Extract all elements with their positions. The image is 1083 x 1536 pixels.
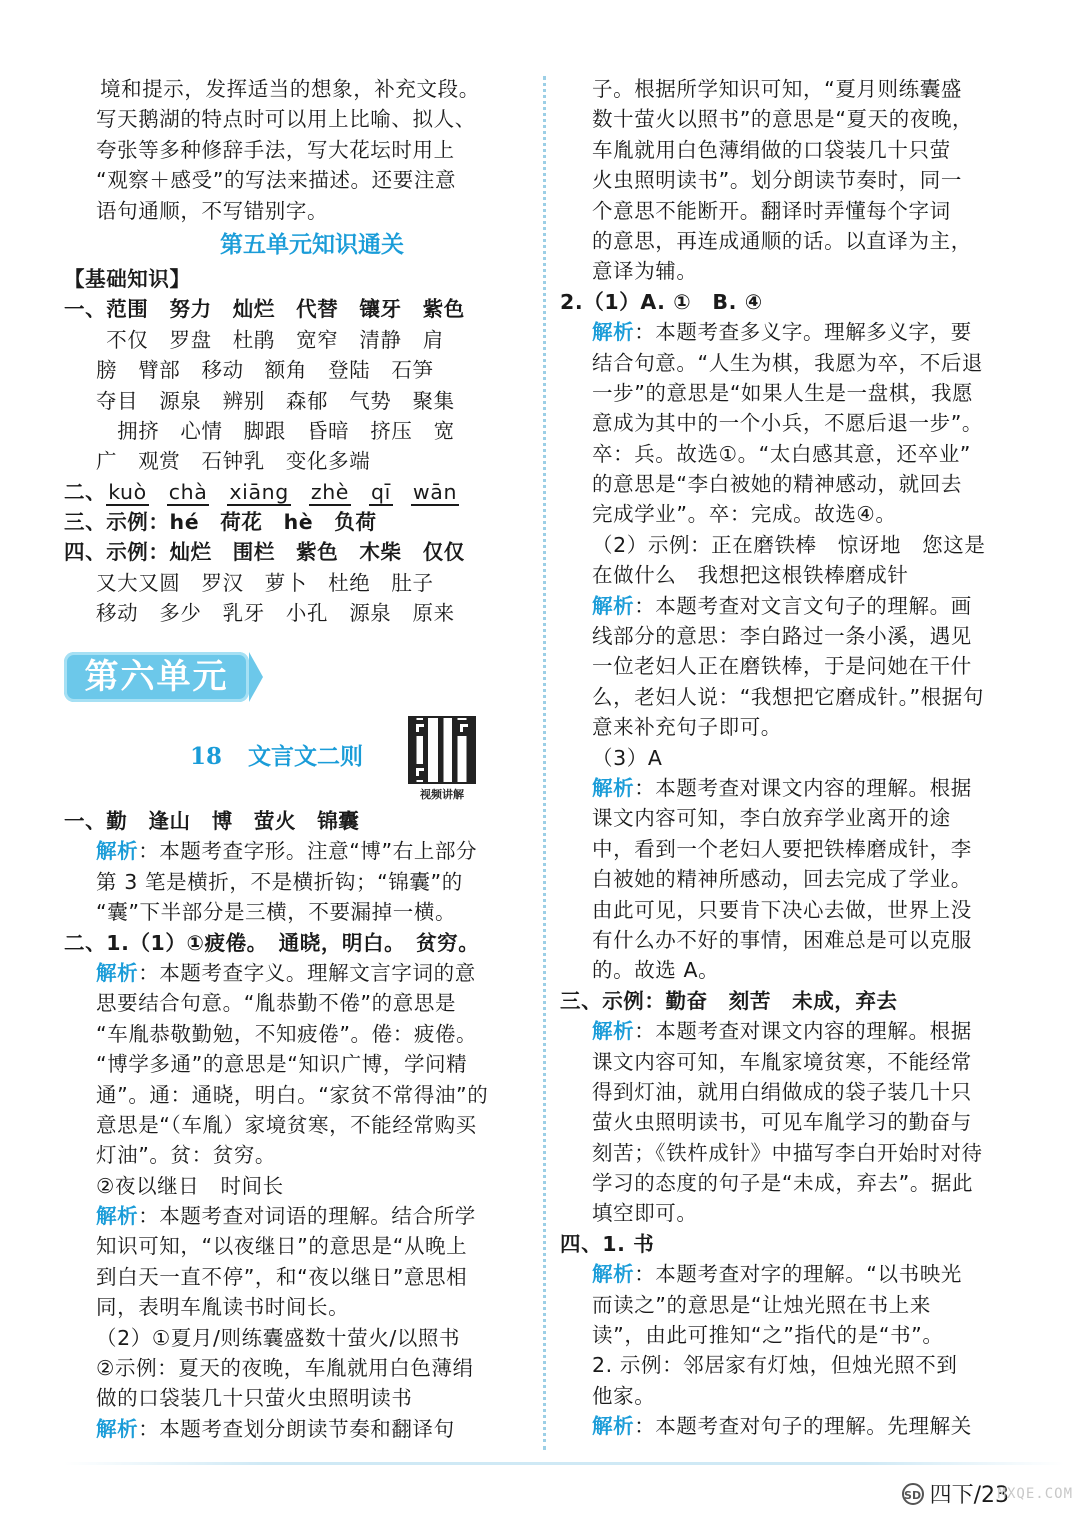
pinyin-label: 二、 xyxy=(64,479,107,504)
text-line xyxy=(560,256,1012,286)
text-line: 夺目 源泉 辨别 森郁 气势 聚集 xyxy=(96,388,455,413)
analysis-line xyxy=(64,1201,528,1231)
edition-badge-icon: SD xyxy=(902,1483,924,1505)
text-line xyxy=(64,1231,528,1261)
line-text: 一、勤 逢山 博 萤火 锦囊 xyxy=(64,809,360,833)
line-text: 中，看到一个老妇人要把铁棒磨成针，李 xyxy=(592,836,972,861)
line-text: ：本题考查多义字。理解多义字，要 xyxy=(634,320,972,345)
text-line xyxy=(64,988,528,1018)
line-text: 的。故选 A。 xyxy=(592,958,720,983)
line-text: 通”。通：通晓，明白。“家贫不常得油”的 xyxy=(96,1082,489,1107)
text-line xyxy=(64,1262,528,1292)
text-line xyxy=(560,803,1012,833)
lesson-name: 文言文二则 xyxy=(248,744,364,770)
text-line xyxy=(64,1110,528,1140)
line-text: 意成为其中的一个小兵，不愿后退一步”。 xyxy=(592,411,984,436)
text-line xyxy=(560,712,1012,742)
review-section-title: 第五单元知识通关 xyxy=(220,231,404,258)
line-text: 2.（1）A. ① B. ④ xyxy=(560,289,763,314)
text-line xyxy=(64,1019,528,1049)
text-line xyxy=(560,1198,1012,1228)
pinyin-item: xiāng xyxy=(229,479,289,504)
qr-finder xyxy=(412,720,428,736)
text-line xyxy=(560,651,1012,681)
analysis-tag: 解析 xyxy=(592,1262,635,1287)
text-line xyxy=(64,867,528,897)
analysis-tag: 解析 xyxy=(96,960,139,985)
line-text: ：本题考查对句子的理解。先理解关 xyxy=(634,1414,972,1439)
text-line xyxy=(560,408,1012,438)
left-answers xyxy=(64,806,528,1444)
text-line: 又大又圆 罗汉 萝卜 杜绝 肚子 xyxy=(96,570,434,595)
analysis-line xyxy=(64,958,528,988)
text-line: 拥挤 心情 脚跟 昏暗 挤压 宽 xyxy=(96,418,455,443)
text-line xyxy=(64,1292,528,1322)
text-line: 境和提示，发挥适当的想象，补充文段。 xyxy=(100,77,480,101)
line-text: ：本题考查字形。注意“博”右上部分 xyxy=(138,839,478,864)
text-line xyxy=(64,1353,528,1383)
text-line: 膀 臂部 移动 额角 登陆 石笋 xyxy=(96,358,434,383)
pinyin-row xyxy=(64,477,528,507)
line-text: “囊”下半部分是三横，不要漏掉一横。 xyxy=(96,900,457,925)
analysis-line xyxy=(64,836,528,866)
text-line: 一、范围 努力 灿烂 代替 镶牙 紫色 xyxy=(64,297,465,322)
text-line xyxy=(560,74,1012,104)
line-text: 意思是“（车胤）家境贫寒，不能经常购买 xyxy=(96,1112,477,1137)
line-text: “车胤恭敬勤勉，不知疲倦”。倦：疲倦。 xyxy=(96,1021,478,1046)
line-text: 他家。 xyxy=(592,1383,656,1408)
text-line xyxy=(560,196,1012,226)
line-text: 到白天一直不停”，和“夜以继日”意思相 xyxy=(96,1264,468,1289)
text-line xyxy=(560,864,1012,894)
text-line xyxy=(560,104,1012,134)
line-text: ：本题考查对课文内容的理解。根据 xyxy=(634,775,972,800)
line-text: 得到灯油，就用白绢做成的袋子装几十只 xyxy=(592,1079,972,1104)
line-text: ②示例：夏天的夜晚，车胤就用白色薄绢 xyxy=(96,1356,474,1381)
pinyin-item: chà xyxy=(168,479,208,504)
lesson-title xyxy=(190,740,363,774)
text-line: 语句通顺，不写错别字。 xyxy=(96,198,329,223)
line-text: （2）示例：正在磨铁棒 惊讶地 您这是 xyxy=(592,532,986,557)
analysis-line xyxy=(560,1411,1012,1441)
analysis-line xyxy=(560,1259,1012,1289)
text-line xyxy=(64,928,528,958)
text-line xyxy=(560,165,1012,195)
text-line xyxy=(64,1140,528,1170)
text-line xyxy=(560,1320,1012,1350)
text-line xyxy=(64,806,528,836)
analysis-tag: 解析 xyxy=(96,839,139,864)
watermark: MXQE.COM xyxy=(997,1486,1073,1502)
line-text: 在做什么 我想把这根铁棒磨成针 xyxy=(592,563,909,588)
line-text: ②夜以继日 时间长 xyxy=(96,1173,284,1198)
line-text: ：本题考查对文言文句子的理解。画 xyxy=(634,593,972,618)
line-text: 萤火虫照明读书，可见车胤学习的勤奋与 xyxy=(592,1110,972,1135)
line-text: 2. 示例：邻居家有灯烛，但烛光照不到 xyxy=(592,1353,958,1378)
text-line xyxy=(560,560,1012,590)
text-line xyxy=(560,986,1012,1016)
line-text: 而读之”的意思是“让烛光照在书上来 xyxy=(592,1292,931,1317)
line-text: 做的口袋装几十只萤火虫照明读书 xyxy=(96,1386,413,1411)
left-column xyxy=(64,74,528,629)
analysis-line xyxy=(560,773,1012,803)
line-text: “博学多通”的意思是“知识广博，学问精 xyxy=(96,1052,468,1077)
text-line xyxy=(560,621,1012,651)
line-text: 三、示例：勤奋 刻苦 未成，弃去 xyxy=(560,988,898,1013)
analysis-tag: 解析 xyxy=(592,775,635,800)
line-text: 一位老妇人正在磨铁棒，于是问她在干什 xyxy=(592,654,972,679)
text-line xyxy=(560,1290,1012,1320)
text-line xyxy=(560,925,1012,955)
text-line xyxy=(560,439,1012,469)
analysis-line xyxy=(560,1016,1012,1046)
text-line xyxy=(64,1171,528,1201)
line-text: 线部分的意思：李白路过一条小溪，遇见 xyxy=(592,624,972,649)
example-block xyxy=(64,537,528,628)
line-text: 个意思不能断开。翻译时弄懂每个字词 xyxy=(592,198,951,223)
page-number: 四下/23 xyxy=(929,1483,1009,1508)
line-text: 四、1. 书 xyxy=(560,1231,655,1256)
unit-banner: 第六单元 xyxy=(64,652,249,702)
text-line xyxy=(560,1047,1012,1077)
line-text: 第 3 笔是横折，不是横折钩；“锦囊”的 xyxy=(96,869,463,894)
text-line: 不仅 罗盘 杜鹃 宽窄 清静 肩 xyxy=(64,327,444,352)
text-line: 三、示例：hé 荷花 hè 负荷 xyxy=(64,510,377,535)
text-line xyxy=(64,1049,528,1079)
line-text: 课文内容可知，李白放弃学业离开的途 xyxy=(592,806,951,831)
qr-finder xyxy=(456,720,472,736)
words-block xyxy=(64,294,528,476)
text-line xyxy=(560,378,1012,408)
text-line xyxy=(560,1138,1012,1168)
text-line: 四、示例：灿烂 围栏 紫色 木柴 仅仅 xyxy=(64,540,465,565)
line-text: 数十萤火以照书”的意思是“夏天的夜晚， xyxy=(592,107,974,132)
text-line xyxy=(560,895,1012,925)
text-line xyxy=(64,1080,528,1110)
line-text: 意来补充句子即可。 xyxy=(592,715,782,740)
analysis-tag: 解析 xyxy=(96,1204,139,1229)
pinyin-item: qī xyxy=(371,479,391,504)
text-line xyxy=(560,135,1012,165)
text-line xyxy=(560,1077,1012,1107)
footer-rule xyxy=(64,1462,1064,1465)
page-footer xyxy=(902,1478,1009,1509)
right-column xyxy=(560,74,1012,1442)
text-line: 夸张等多种修辞手法，写大花坛时用上 xyxy=(96,137,455,162)
text-line xyxy=(560,1381,1012,1411)
line-text: 学习的态度的句子是“未成，弃去”。据此 xyxy=(592,1171,974,1196)
line-text: 同，表明车胤读书时间长。 xyxy=(96,1295,350,1320)
text-line xyxy=(560,743,1012,773)
left-top-paragraph xyxy=(96,74,528,226)
line-text: 的意思是“李白被她的精神感动，就回去 xyxy=(592,472,962,497)
text-line xyxy=(560,834,1012,864)
line-text: 白被她的精神所感动，回去完成了学业。 xyxy=(592,867,972,892)
text-line xyxy=(560,226,1012,256)
text-line xyxy=(560,348,1012,378)
line-text: 填空即可。 xyxy=(592,1201,698,1226)
analysis-tag: 解析 xyxy=(592,320,635,345)
text-line xyxy=(560,682,1012,712)
line-text: 结合句意。“人生为棋，我愿为卒，不后退 xyxy=(592,350,984,375)
analysis-tag: 解析 xyxy=(592,593,635,618)
line-text: ：本题考查对课文内容的理解。根据 xyxy=(634,1019,972,1044)
line-text: ：本题考查对字的理解。“以书映光 xyxy=(634,1262,962,1287)
text-line xyxy=(64,1323,528,1353)
line-text: 课文内容可知，车胤家境贫寒，不能经常 xyxy=(592,1049,972,1074)
qr-code-icon[interactable] xyxy=(408,716,476,784)
text-line xyxy=(64,1383,528,1413)
line-text: （2）①夏月/则练囊盛数十萤火/以照书 xyxy=(96,1325,461,1350)
analysis-line xyxy=(560,317,1012,347)
text-line xyxy=(560,499,1012,529)
line-text: 灯油”。贫：贫穷。 xyxy=(96,1143,277,1168)
basics-label: 【基础知识】 xyxy=(64,266,191,291)
lesson-number: 18 xyxy=(190,743,223,770)
line-text: ：本题考查划分朗读节奏和翻译句 xyxy=(138,1416,455,1441)
qr-finder xyxy=(412,764,428,780)
line-text: ：本题考查对词语的理解。结合所学 xyxy=(138,1204,476,1229)
text-line: “观察＋感受”的写法来描述。还要注意 xyxy=(96,168,457,193)
line-text: 二、1.（1）①疲倦。 通晓，明白。 贫穷。 xyxy=(64,930,480,955)
line-text: 刻苦；《铁杵成针》中描写李白开始时对待 xyxy=(592,1140,983,1165)
text-line xyxy=(560,1229,1012,1259)
line-text: 读”，由此可推知“之”指代的是“书”。 xyxy=(592,1323,944,1348)
line-text: 由此可见，只要肯下决心去做，世界上没 xyxy=(592,897,972,922)
analysis-tag: 解析 xyxy=(96,1416,139,1441)
line-text: 一步”的意思是“如果人生是一盘棋，我愿 xyxy=(592,380,974,405)
pinyin-item: kuò xyxy=(108,479,147,504)
line-text: 完成学业”。卒：完成。故选④。 xyxy=(592,502,897,527)
column-divider xyxy=(543,76,546,1450)
line-text: 么，老妇人说：“我想把它磨成针。”根据句 xyxy=(592,684,984,709)
line-text: 火虫照明读书”。划分朗读节奏时，同一 xyxy=(592,168,962,193)
line-text: 的意思，再连成通顺的话。以直译为主， xyxy=(592,228,972,253)
text-line xyxy=(560,530,1012,560)
text-line: 广 观赏 石钟乳 变化多端 xyxy=(96,449,371,474)
analysis-tag: 解析 xyxy=(592,1019,635,1044)
line-text: 有什么办不好的事情，困难总是可以克服 xyxy=(592,927,972,952)
analysis-line xyxy=(64,1414,528,1444)
text-line: 写天鹅湖的特点时可以用上比喻、拟人、 xyxy=(96,107,476,132)
line-text: ：本题考查字义。理解文言字词的意 xyxy=(138,960,476,985)
text-line xyxy=(560,1168,1012,1198)
line-text: （3）A xyxy=(592,745,663,770)
analysis-line xyxy=(560,591,1012,621)
line-text: 车胤就用白色薄绢做的口袋装几十只萤 xyxy=(592,137,951,162)
analysis-tag: 解析 xyxy=(592,1414,635,1439)
text-line xyxy=(560,1107,1012,1137)
qr-caption: 视频讲解 xyxy=(420,788,464,801)
line-text: 知识可知，“以夜继日”的意思是“从晚上 xyxy=(96,1234,468,1259)
line-text: 思要结合句意。“胤恭勤不倦”的意思是 xyxy=(96,991,457,1016)
line-text: 意译为辅。 xyxy=(592,259,698,284)
line-text: 卒：兵。故选①。“太白感其意，还卒业” xyxy=(592,441,972,466)
text-line xyxy=(64,897,528,927)
text-line xyxy=(560,955,1012,985)
line-text: 子。根据所学知识可知，“夏月则练囊盛 xyxy=(592,77,962,101)
pinyin-item: wān xyxy=(412,479,458,504)
text-line xyxy=(560,287,1012,317)
text-line xyxy=(560,1350,1012,1380)
text-line: 移动 多少 乳牙 小孔 源泉 原来 xyxy=(96,601,455,626)
pinyin-item: zhè xyxy=(310,479,349,504)
text-line xyxy=(560,469,1012,499)
